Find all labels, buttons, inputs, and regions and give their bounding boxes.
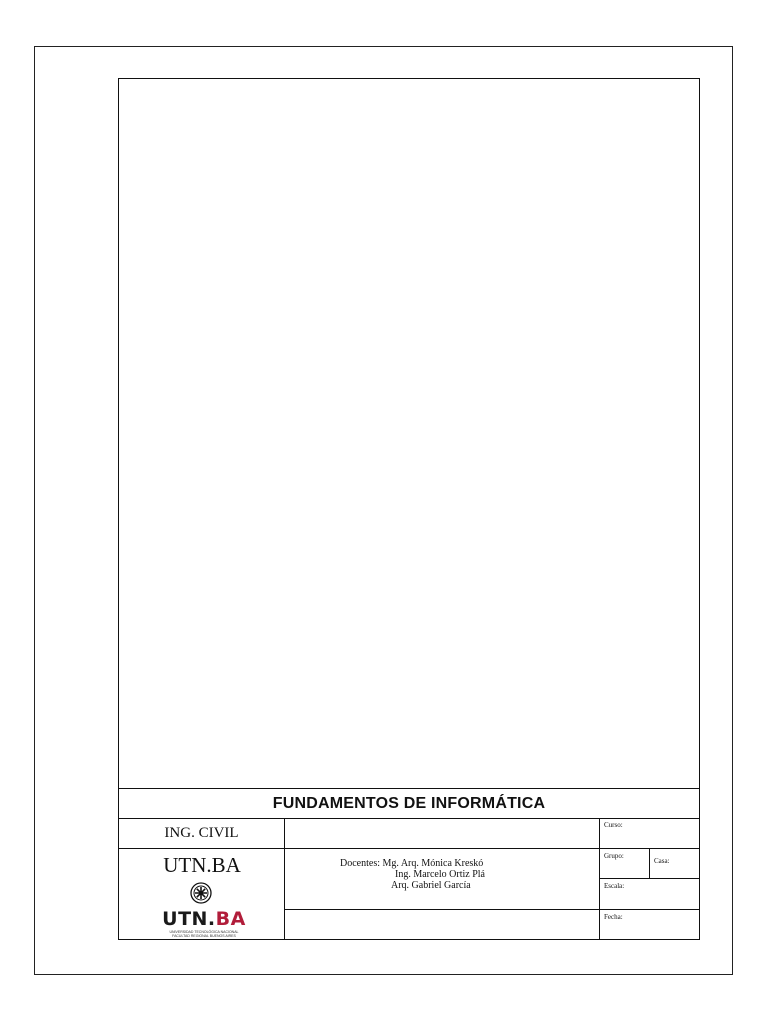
escala-label: Escala: — [604, 882, 625, 890]
utn-seal-icon — [190, 882, 212, 904]
docentes-line: Ing. Marcelo Ortiz Plá — [395, 869, 485, 880]
escala-cell — [600, 879, 699, 910]
title-block — [119, 788, 699, 940]
utn-ba-logo — [159, 910, 249, 928]
blank-cell-bottom — [285, 910, 600, 940]
docentes-line: Docentes: Mg. Arq. Mónica Kreskó — [340, 858, 484, 869]
logo-part2: BA — [215, 908, 246, 930]
career-cell — [119, 818, 285, 849]
logo-subtitle-line: FACULTAD REGIONAL BUENOS AIRES — [172, 934, 236, 938]
docentes-cell — [285, 849, 600, 910]
grupo-cell — [600, 849, 650, 879]
docentes-line: Arq. Gabriel García — [391, 880, 471, 891]
logo-cell — [119, 849, 285, 940]
blank-cell-top — [285, 818, 600, 849]
casa-cell — [650, 849, 699, 879]
subject-title: FUNDAMENTOS DE INFORMÁTICA — [119, 789, 699, 819]
logo-subtitle — [155, 930, 253, 938]
institution-name: UTN.BA — [163, 853, 241, 877]
fecha-label: Fecha: — [604, 913, 623, 921]
career-label: ING. CIVIL — [164, 824, 239, 841]
logo-subtitle-line: UNIVERSIDAD TECNOLÓGICA NACIONAL — [169, 930, 239, 934]
curso-cell — [600, 818, 699, 849]
curso-label: Curso: — [604, 821, 623, 829]
casa-label: Casa: — [654, 857, 670, 865]
drawing-frame — [118, 78, 700, 940]
fecha-cell — [600, 910, 699, 940]
grupo-label: Grupo: — [604, 852, 624, 860]
logo-part1: UTN. — [162, 908, 216, 930]
